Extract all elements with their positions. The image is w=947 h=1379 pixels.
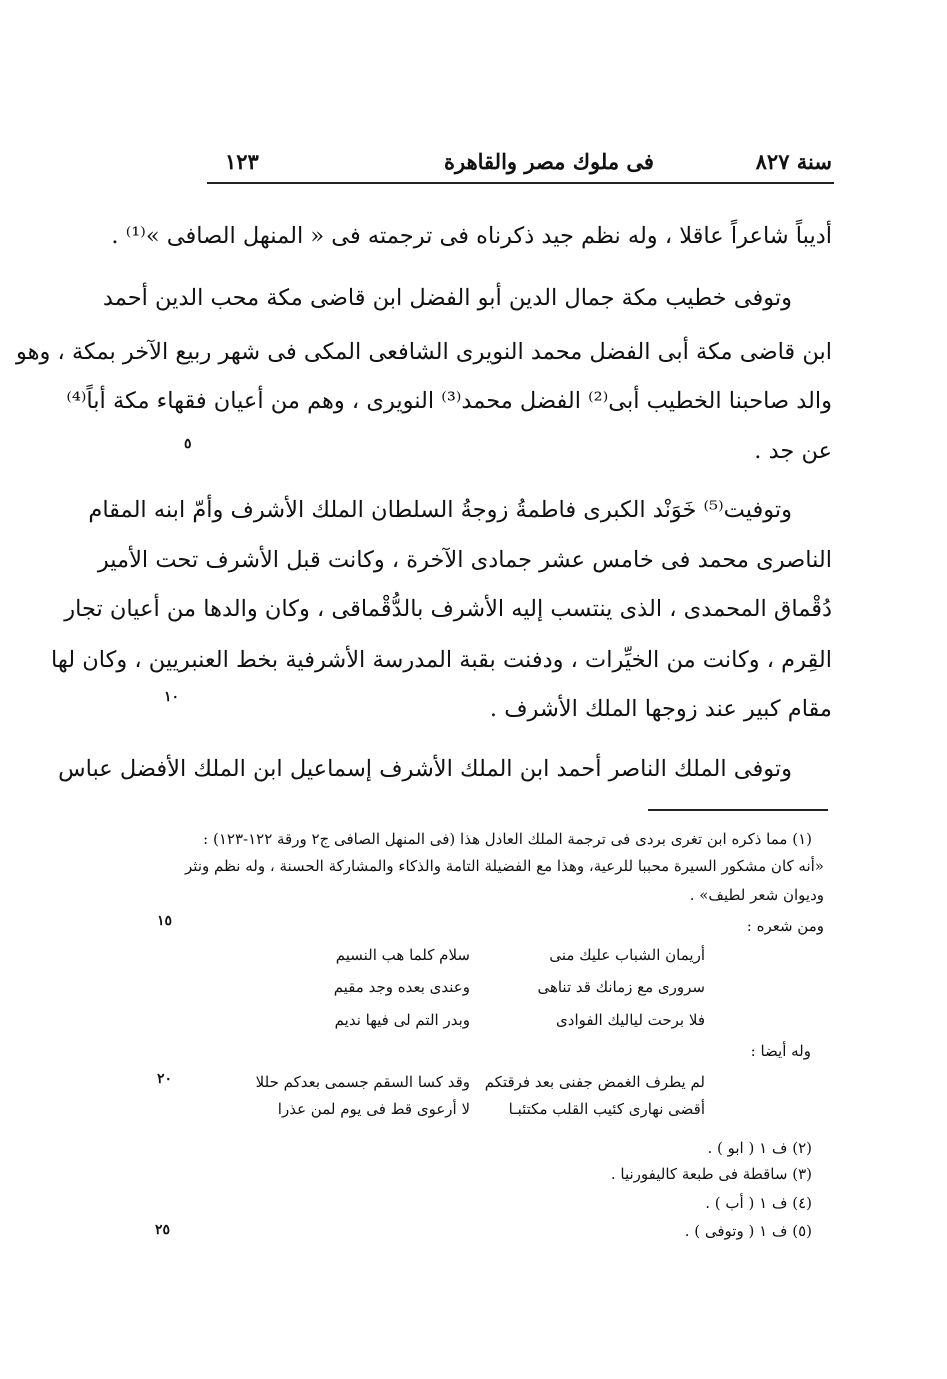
line-number-10: ١٠ (164, 689, 180, 705)
body-line-4: والد صاحبنا الخطيب أبى⁽²⁾ الفضل محمد⁽³⁾ النويرى ، وهم من أعيان فقهاء مكة أباً⁽⁴⁾ (66, 388, 832, 414)
body-line-7: الناصرى محمد فى خامس عشر جمادى الآخرة ، وكانت قبل الأشرف تحت الأمير (97, 547, 832, 573)
poem1-verse-3-left: وبدر التم لى فيها نديم (334, 1011, 470, 1029)
footnote-5: (٥) ف ١ ( وتوفى ) . (684, 1222, 812, 1240)
line-number-25: ٢٥ (155, 1222, 171, 1238)
body-line-1: أديباً شاعراً عاقلا ، وله نظم جيد ذكرناه فى ترجمته فى « المنهل الصافى »⁽¹⁾ . (111, 223, 832, 249)
body-line-6: وتوفيت⁽⁵⁾ خَوَنْد الكبرى فاطمةُ زوجةُ السلطان الملك الأشرف وأمّ ابنه المقام (88, 497, 792, 523)
poem1-verse-2-left: وعندى بعده وجد مقيم (333, 978, 470, 996)
poem2-verse-2-right: أقضى نهارى كئيب القلب مكتئبـا (508, 1100, 705, 1118)
header-page-number: ١٢٣ (225, 149, 259, 174)
body-line-10: مقام كبير عند زوجها الملك الأشرف . (489, 696, 832, 722)
body-line-2: وتوفى خطيب مكة جمال الدين أبو الفضل ابن قاضى مكة محب الدين أحمد (102, 285, 792, 311)
footnote-1-line-2: «أنه كان مشكور السيرة محببا للرعية، وهذا مع الفضيلة التامة والذكاء والمشاركة الحسنة ، وله نظم ونثر (185, 857, 824, 875)
body-line-3: ابن قاضى مكة أبى الفضل محمد النويرى الشافعى المكى فى شهر ربيع الآخر بمكة ، وهو (16, 339, 832, 365)
line-number-5: ٥ (184, 436, 192, 452)
poem2-verse-2-left: لا أرعوى قط فى يوم لمن عذرا (277, 1100, 470, 1118)
poem1-verse-2-right: سرورى مع زمانك قد تناهى (537, 978, 705, 996)
poem-intro: ومن شعره : (746, 917, 824, 935)
poem2-verse-1-right: لم يطرف الغمض جفنى بعد فرقتكم (484, 1073, 705, 1091)
footnote-1-line-1: (١) مما ذكره ابن تغرى بردى فى ترجمة الملك العادل هذا (فى المنهل الصافى ج٢ ورقة ١٢٢-١٢٣) : (203, 830, 812, 848)
header-title: فى ملوك مصر والقاهرة (444, 149, 654, 174)
poem1-verse-3-right: فلا برحت لياليك الفوادى (556, 1011, 705, 1029)
footnote-4: (٤) ف ١ ( أب ) . (705, 1194, 812, 1212)
header-year: سنة ٨٢٧ (755, 149, 832, 174)
body-line-5: عن جد . (754, 438, 832, 464)
footnote-1-line-3: وديوان شعر لطيف» . (689, 886, 824, 904)
footnote-rule (648, 809, 828, 811)
poem1-verse-1-left: سلام كلما هب النسيم (335, 946, 470, 964)
poem2-verse-1-left: وقد كسا السقم جسمى بعدكم حللا (255, 1073, 470, 1091)
footnote-2: (٢) ف ١ ( ابو ) . (707, 1139, 812, 1157)
body-line-9: القِرم ، وكانت من الخيِّرات ، ودفنت بقبة المدرسة الأشرفية بخط العنبريين ، وكان لها (51, 647, 832, 673)
header-rule (207, 182, 834, 184)
footnote-3: (٣) ساقطة فى طبعة كاليفورنيا . (610, 1165, 812, 1183)
poem2-intro: وله أيضا : (750, 1042, 811, 1060)
line-number-20: ٢٠ (157, 1071, 173, 1087)
body-line-11: وتوفى الملك الناصر أحمد ابن الملك الأشرف إسماعيل ابن الملك الأفضل عباس (58, 756, 792, 782)
poem1-verse-1-right: أريمان الشباب عليك منى (549, 946, 705, 964)
line-number-15: ١٥ (157, 913, 173, 929)
body-line-8: دُقْماق المحمدى ، الذى ينتسب إليه الأشرف بالدُّقْماقى ، وكان والدها من أعيان تجار (64, 596, 832, 622)
